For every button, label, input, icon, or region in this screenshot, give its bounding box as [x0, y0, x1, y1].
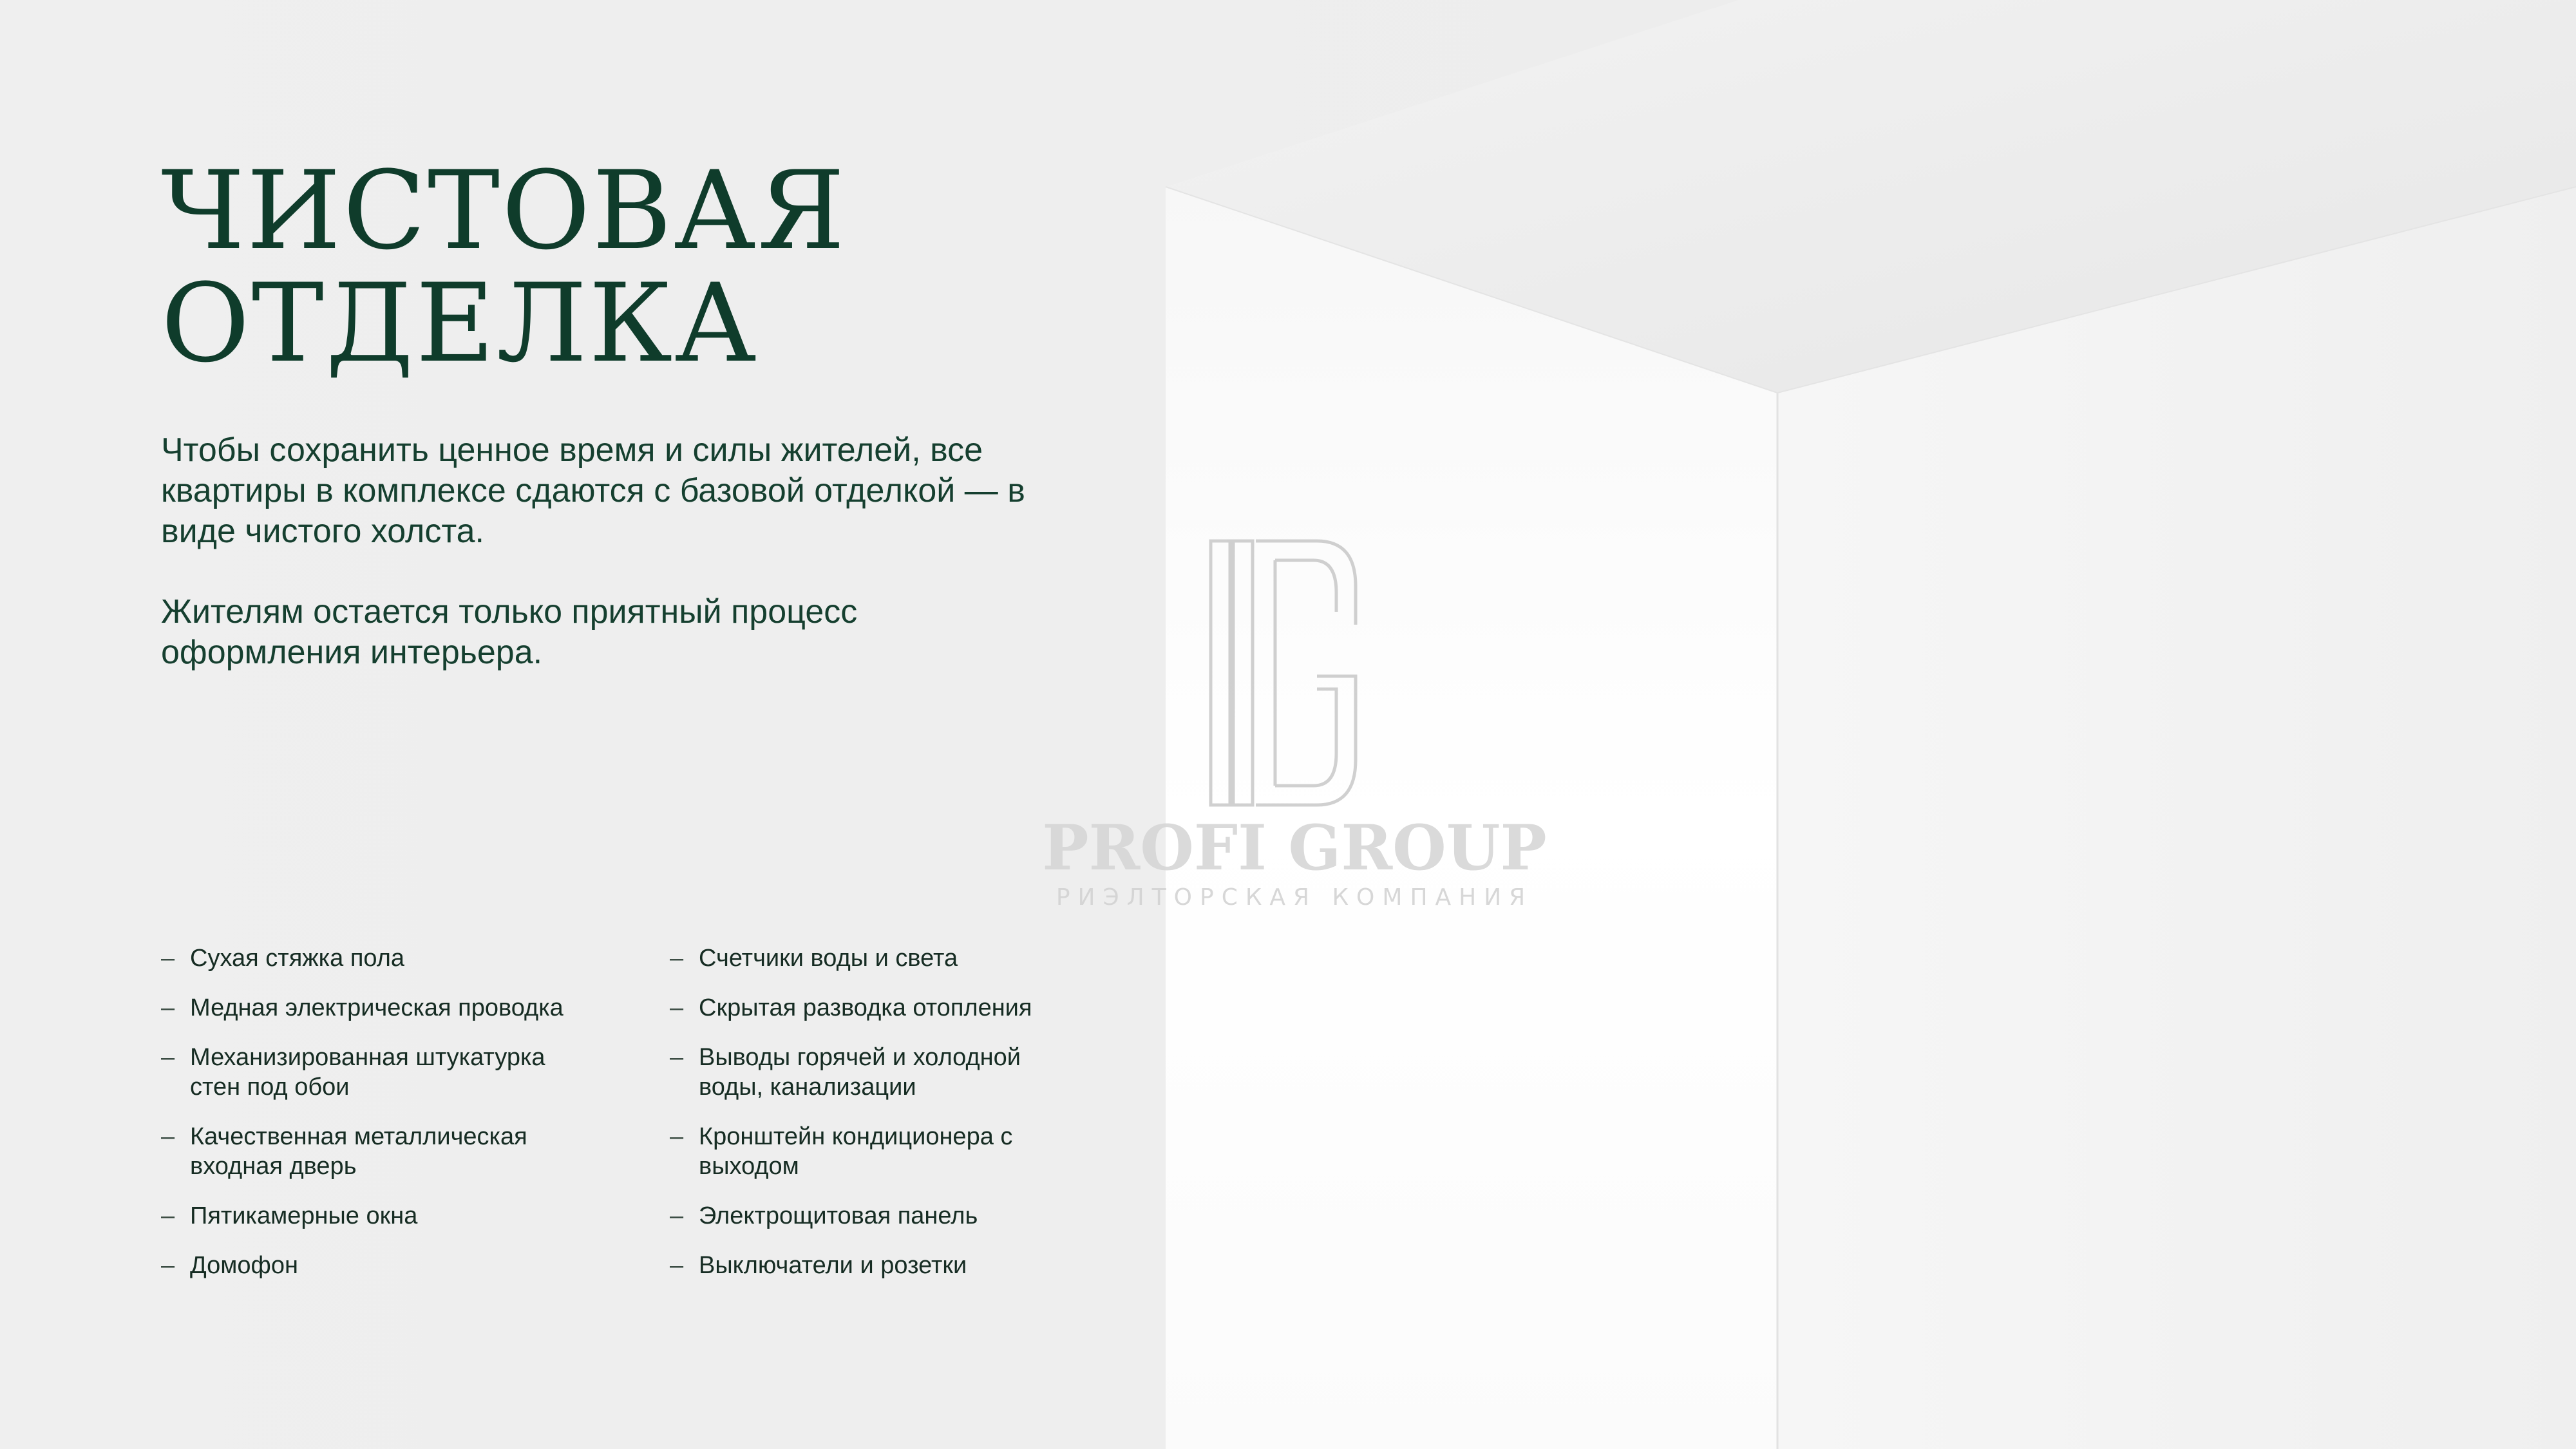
feature-text: Медная электрическая проводка: [190, 994, 564, 1021]
intro-text: [161, 430, 1063, 673]
dash-icon: –: [161, 1252, 175, 1279]
features-column-right: [670, 943, 1127, 1300]
watermark-tagline: РИЭЛТОРСКАЯ КОМПАНИЯ: [1056, 884, 1533, 911]
feature-text: Качественная металлическая входная дверь: [190, 1123, 527, 1180]
feature-text: Скрытая разводка отопления: [699, 994, 1032, 1021]
feature-item: [670, 993, 1127, 1023]
title-line-1: ЧИСТОВАЯ: [161, 147, 848, 274]
dash-icon: –: [161, 1123, 175, 1150]
dash-icon: –: [161, 1202, 175, 1229]
dash-icon: –: [670, 1123, 684, 1150]
feature-item: [161, 1043, 602, 1102]
dash-icon: –: [161, 994, 175, 1021]
intro-paragraph-1: Чтобы сохранить ценное время и силы жителей, все квартиры в комплексе сдаются с базовой отделкой — в виде чистого холста.: [161, 431, 1025, 550]
feature-text: Выключатели и розетки: [699, 1252, 967, 1279]
page-title: [161, 147, 1191, 386]
feature-item: [670, 1043, 1092, 1102]
dash-icon: –: [161, 1044, 175, 1071]
feature-item: [161, 1251, 670, 1280]
dash-icon: –: [670, 1252, 684, 1279]
feature-text: Счетчики воды и света: [699, 945, 958, 972]
main-content: [161, 147, 1191, 713]
dash-icon: –: [670, 1044, 684, 1071]
dash-icon: –: [670, 945, 684, 972]
feature-item: [670, 943, 1127, 973]
feature-item: [670, 1201, 1127, 1231]
feature-text: Электрощитовая панель: [699, 1202, 978, 1229]
feature-item: [161, 1122, 602, 1181]
features-list: [161, 943, 1127, 1300]
features-column-left: [161, 943, 670, 1300]
feature-text: Пятикамерные окна: [190, 1202, 418, 1229]
feature-text: Механизированная штукатурка стен под обои: [190, 1044, 545, 1101]
feature-item: [161, 1201, 670, 1231]
watermark-brand: PROFI GROUP: [1042, 811, 1547, 884]
feature-text: Выводы горячей и холодной воды, канализации: [699, 1044, 1021, 1101]
feature-item: [670, 1251, 1127, 1280]
dash-icon: –: [161, 945, 175, 972]
dash-icon: –: [670, 994, 684, 1021]
dash-icon: –: [670, 1202, 684, 1229]
title-line-2: ОТДЕЛКА: [161, 260, 759, 386]
intro-paragraph-2: Жителям остается только приятный процесс оформления интерьера.: [161, 593, 858, 671]
feature-text: Домофон: [190, 1252, 298, 1279]
feature-text: Сухая стяжка пола: [190, 945, 405, 972]
feature-text: Кронштейн кондиционера с выходом: [699, 1123, 1013, 1180]
feature-item: [161, 943, 670, 973]
feature-item: [670, 1122, 1059, 1181]
feature-item: [161, 993, 670, 1023]
